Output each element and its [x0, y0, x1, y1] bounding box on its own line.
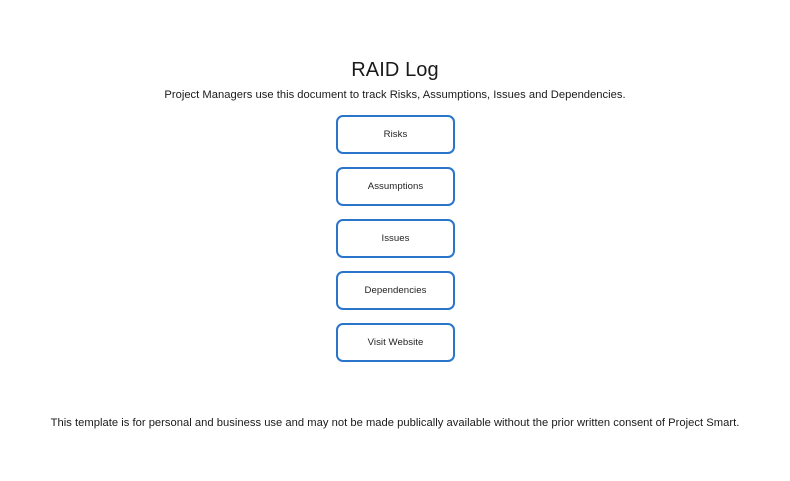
- nav-button-label: Assumptions: [367, 180, 424, 192]
- nav-button-label: Risks: [383, 128, 408, 140]
- nav-button-label: Dependencies: [364, 284, 427, 296]
- document-header: [0, 58, 790, 102]
- document-subtitle: Project Managers use this document to track Risks, Assumptions, Issues and Dependencies.: [164, 89, 626, 101]
- footer-notice: This template is for personal and business use and may not be made publically available without the prior written consent of Project Smart.: [50, 417, 740, 429]
- nav-button-visit-website[interactable]: [336, 323, 455, 362]
- page-title: RAID Log: [351, 59, 439, 81]
- navigation-button-stack: [336, 115, 455, 362]
- nav-button-dependencies[interactable]: [336, 271, 455, 310]
- nav-button-label: Visit Website: [367, 336, 424, 348]
- nav-button-risks[interactable]: [336, 115, 455, 154]
- document-footer: [0, 416, 790, 430]
- nav-button-issues[interactable]: [336, 219, 455, 258]
- nav-button-label: Issues: [381, 232, 410, 244]
- nav-button-assumptions[interactable]: [336, 167, 455, 206]
